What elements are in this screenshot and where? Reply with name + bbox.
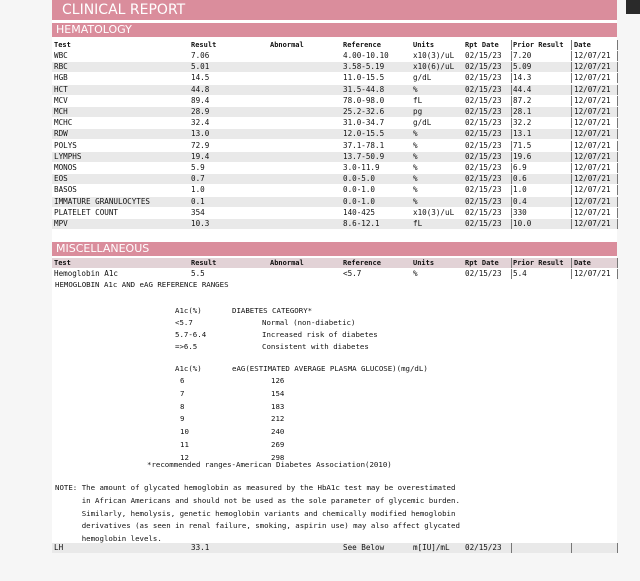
eag-a1c: 6 xyxy=(180,376,185,385)
test-name: RDW xyxy=(54,129,68,139)
table-row xyxy=(52,96,617,106)
test-result: 13.0 xyxy=(191,129,210,139)
table-row xyxy=(52,208,617,218)
test-rpt-date: 02/15/23 xyxy=(465,84,502,94)
test-result: 7.06 xyxy=(191,51,210,60)
test-date: 12/07/21 xyxy=(571,51,618,61)
test-result: 0.1 xyxy=(191,196,205,206)
test-rpt-date: 02/15/23 xyxy=(465,62,502,72)
test-date: 12/07/21 xyxy=(571,197,618,207)
test-date: 12/07/21 xyxy=(571,118,618,128)
test-name: HGB xyxy=(54,73,68,83)
test-reference: 4.00-10.10 xyxy=(343,51,389,60)
test-date: 12/07/21 xyxy=(571,219,618,229)
test-prior-result: 28.1 xyxy=(511,107,572,117)
test-rpt-date: 02/15/23 xyxy=(465,174,502,184)
test-prior-result: 14.3 xyxy=(511,73,572,83)
test-units: % xyxy=(413,151,418,161)
test-reference: 0.0-5.0 xyxy=(343,174,376,184)
test-prior-result: 330 xyxy=(511,208,572,218)
col-result: Result xyxy=(191,259,217,267)
test-units: m[IU]/mL xyxy=(413,543,450,552)
table-row xyxy=(52,174,617,184)
test-name: MCV xyxy=(54,95,68,105)
test-reference: <5.7 xyxy=(343,269,362,278)
test-reference: 140-425 xyxy=(343,207,376,217)
category-a1c: <5.7 xyxy=(175,318,193,327)
eag-value: 298 xyxy=(271,452,285,462)
test-rpt-date: 02/15/23 xyxy=(465,196,502,206)
test-name: HCT xyxy=(54,84,68,94)
test-prior-result: 7.20 xyxy=(511,51,572,61)
test-name: IMMATURE GRANULOCYTES xyxy=(54,196,151,206)
note-line: in African Americans and should not be used as the sole parameter of glycemic burden. xyxy=(55,495,460,505)
test-prior-result: 19.6 xyxy=(511,152,572,162)
test-reference: 78.0-98.0 xyxy=(343,95,385,105)
test-units: x10(3)/uL xyxy=(413,51,455,60)
test-name: MONOS xyxy=(54,163,77,172)
test-name: WBC xyxy=(54,51,68,60)
eag-a1c: 12 xyxy=(180,452,189,462)
test-prior-result: 1.0 xyxy=(511,185,572,195)
table-row xyxy=(52,118,617,128)
table-row xyxy=(52,152,617,162)
hematology-section-header: HEMATOLOGY xyxy=(52,23,617,37)
test-date: 12/07/21 xyxy=(571,174,618,184)
col-abnormal: Abnormal xyxy=(270,41,304,49)
table-row-lh xyxy=(52,543,617,553)
table-row xyxy=(52,85,617,95)
test-reference: 12.0-15.5 xyxy=(343,129,385,139)
col-abnormal: Abnormal xyxy=(270,259,304,267)
test-prior-result: 5.09 xyxy=(511,62,572,72)
test-result: 5.01 xyxy=(191,62,210,72)
test-rpt-date: 02/15/23 xyxy=(465,51,502,60)
test-prior-result: 32.2 xyxy=(511,118,572,128)
test-rpt-date: 02/15/23 xyxy=(465,118,502,128)
col-prior-result: Prior Result xyxy=(511,258,572,268)
test-result: 33.1 xyxy=(191,543,210,552)
test-date: 12/07/21 xyxy=(571,96,618,106)
test-reference: 13.7-50.9 xyxy=(343,151,385,161)
test-name: MCHC xyxy=(54,118,73,128)
test-rpt-date: 02/15/23 xyxy=(465,207,502,217)
test-rpt-date: 02/15/23 xyxy=(465,107,502,116)
test-units: % xyxy=(413,174,418,184)
test-units: % xyxy=(413,269,418,278)
note-line: NOTE: The amount of glycated hemoglobin as measured by the HbA1c test may be overestimated xyxy=(55,483,456,492)
col-reference: Reference xyxy=(343,259,381,267)
eag-a1c: 8 xyxy=(180,401,185,411)
test-reference: 31.5-44.8 xyxy=(343,84,385,94)
test-units: fL xyxy=(413,95,423,105)
test-date: 12/07/21 xyxy=(571,107,618,117)
col-rpt-date: Rpt Date xyxy=(465,259,499,267)
category-header-label: DIABETES CATEGORY* xyxy=(232,306,313,315)
test-date: 12/07/21 xyxy=(571,85,618,95)
table-row xyxy=(52,107,617,117)
col-result: Result xyxy=(191,41,217,49)
col-units: Units xyxy=(413,41,435,49)
test-prior-result: 87.2 xyxy=(511,96,572,106)
table-row xyxy=(52,51,617,61)
test-rpt-date: 02/15/23 xyxy=(465,95,502,105)
test-units: g/dL xyxy=(413,73,432,83)
test-name: EOS xyxy=(54,174,68,184)
a1c-reference-title: HEMOGLOBIN A1c AND eAG REFERENCE RANGES xyxy=(55,280,229,289)
report-title: CLINICAL REPORT xyxy=(52,0,617,20)
test-result: 28.9 xyxy=(191,107,210,116)
note-line: derivatives (as seen in renal failure, smoking, aspirin use) may also affect glycated xyxy=(55,521,460,531)
hematology-column-headers xyxy=(52,40,617,50)
eag-value: 183 xyxy=(271,401,285,411)
test-date: 12/07/21 xyxy=(571,73,618,83)
test-prior-result xyxy=(511,543,572,553)
test-date: 12/07/21 xyxy=(571,152,618,162)
table-row xyxy=(52,197,617,207)
test-units: % xyxy=(413,163,418,172)
table-row xyxy=(52,129,617,139)
test-date: 12/07/21 xyxy=(571,185,618,195)
col-reference: Reference xyxy=(343,41,381,49)
test-reference: 37.1-78.1 xyxy=(343,140,385,150)
test-prior-result: 44.4 xyxy=(511,85,572,95)
test-reference: 3.58-5.19 xyxy=(343,62,385,72)
note-line: hemoglobin levels. xyxy=(55,534,162,544)
test-result: 44.8 xyxy=(191,84,210,94)
test-rpt-date: 02/15/23 xyxy=(465,163,502,172)
eag-a1c: 10 xyxy=(180,427,189,437)
test-date: 12/07/21 xyxy=(571,163,618,173)
test-reference: See Below xyxy=(343,543,385,552)
test-units: pg xyxy=(413,107,423,116)
test-name: BASOS xyxy=(54,185,77,195)
test-units: % xyxy=(413,84,418,94)
test-reference: 11.0-15.5 xyxy=(343,73,385,83)
test-units: % xyxy=(413,196,418,206)
test-result: 354 xyxy=(191,207,205,217)
test-units: fL xyxy=(413,219,423,228)
test-name: RBC xyxy=(54,62,68,72)
category-label: Consistent with diabetes xyxy=(262,342,369,351)
ada-footnote: *recommended ranges-American Diabetes Association(2010) xyxy=(147,460,392,469)
test-name: LH xyxy=(54,543,64,552)
test-result: 14.5 xyxy=(191,73,210,83)
test-reference: 8.6-12.1 xyxy=(343,219,380,228)
eag-value: 240 xyxy=(271,427,285,437)
col-test: Test xyxy=(54,41,71,49)
test-name: MPV xyxy=(54,219,68,228)
eag-header-a1c: A1c(%) xyxy=(175,364,202,373)
eag-header-label: eAG(ESTIMATED AVERAGE PLASMA GLUCOSE)(mg/dL) xyxy=(232,364,428,373)
table-row xyxy=(52,62,617,72)
test-units: % xyxy=(413,129,418,139)
category-a1c: 5.7-6.4 xyxy=(175,330,207,339)
test-date: 12/07/21 xyxy=(571,269,618,279)
test-result: 10.3 xyxy=(191,219,210,228)
test-name: Hemoglobin A1c xyxy=(54,269,119,278)
eag-a1c: 9 xyxy=(180,414,185,424)
col-date: Date xyxy=(571,40,618,50)
eag-a1c: 11 xyxy=(180,440,189,449)
test-date: 12/07/21 xyxy=(571,208,618,218)
page-corner xyxy=(626,0,640,14)
eag-value: 269 xyxy=(271,440,285,449)
test-name: PLATELET COUNT xyxy=(54,207,119,217)
test-rpt-date: 02/15/23 xyxy=(465,151,502,161)
eag-value: 212 xyxy=(271,414,285,424)
test-rpt-date: 02/15/23 xyxy=(465,129,502,139)
test-reference: 3.0-11.9 xyxy=(343,163,380,172)
test-units: x10(3)/uL xyxy=(413,207,455,217)
col-prior-result: Prior Result xyxy=(511,40,572,50)
test-prior-result: 6.9 xyxy=(511,163,572,173)
test-units: % xyxy=(413,185,418,195)
table-row xyxy=(52,163,617,173)
test-rpt-date: 02/15/23 xyxy=(465,543,502,552)
table-row xyxy=(52,219,617,229)
clinical-report-sheet xyxy=(52,0,617,550)
test-date: 12/07/21 xyxy=(571,129,618,139)
test-prior-result: 13.1 xyxy=(511,129,572,139)
test-name: LYMPHS xyxy=(54,151,82,161)
test-date xyxy=(571,543,618,553)
test-name: MCH xyxy=(54,107,68,116)
category-label: Increased risk of diabetes xyxy=(262,330,378,339)
table-row xyxy=(52,185,617,195)
test-rpt-date: 02/15/23 xyxy=(465,185,502,195)
col-date: Date xyxy=(571,258,618,268)
miscellaneous-section-header: MISCELLANEOUS xyxy=(52,242,617,256)
eag-a1c: 7 xyxy=(180,388,185,398)
table-row xyxy=(52,141,617,151)
test-result: 5.5 xyxy=(191,269,205,278)
category-label: Normal (non-diabetic) xyxy=(262,318,356,327)
category-header-a1c: A1c(%) xyxy=(175,306,202,315)
test-prior-result: 5.4 xyxy=(511,269,572,279)
test-reference: 0.0-1.0 xyxy=(343,185,376,195)
test-rpt-date: 02/15/23 xyxy=(465,269,502,278)
table-row xyxy=(52,73,617,83)
test-result: 89.4 xyxy=(191,95,210,105)
test-reference: 25.2-32.6 xyxy=(343,107,385,116)
eag-value: 154 xyxy=(271,388,285,398)
test-prior-result: 10.0 xyxy=(511,219,572,229)
test-units: g/dL xyxy=(413,118,432,128)
test-date: 12/07/21 xyxy=(571,62,618,72)
test-name: POLYS xyxy=(54,140,77,150)
test-units: % xyxy=(413,140,418,150)
test-result: 32.4 xyxy=(191,118,210,128)
test-result: 5.9 xyxy=(191,163,205,172)
test-reference: 31.0-34.7 xyxy=(343,118,385,128)
test-prior-result: 0.6 xyxy=(511,174,572,184)
col-rpt-date: Rpt Date xyxy=(465,41,499,49)
table-row-a1c xyxy=(52,269,617,279)
category-a1c: =>6.5 xyxy=(175,342,198,351)
col-test: Test xyxy=(54,259,71,267)
test-date: 12/07/21 xyxy=(571,141,618,151)
test-result: 72.9 xyxy=(191,140,210,150)
test-reference: 0.0-1.0 xyxy=(343,196,376,206)
test-units: x10(6)/uL xyxy=(413,62,455,72)
note-line: Similarly, hemolysis, genetic hemoglobin variants and chemically modified hemoglobin xyxy=(55,508,456,518)
test-prior-result: 0.4 xyxy=(511,197,572,207)
misc-column-headers xyxy=(52,258,617,268)
test-rpt-date: 02/15/23 xyxy=(465,73,502,83)
test-result: 0.7 xyxy=(191,174,205,184)
test-prior-result: 71.5 xyxy=(511,141,572,151)
test-result: 1.0 xyxy=(191,185,205,195)
test-rpt-date: 02/15/23 xyxy=(465,140,502,150)
test-rpt-date: 02/15/23 xyxy=(465,219,502,228)
test-result: 19.4 xyxy=(191,151,210,161)
col-units: Units xyxy=(413,259,435,267)
eag-value: 126 xyxy=(271,376,285,385)
